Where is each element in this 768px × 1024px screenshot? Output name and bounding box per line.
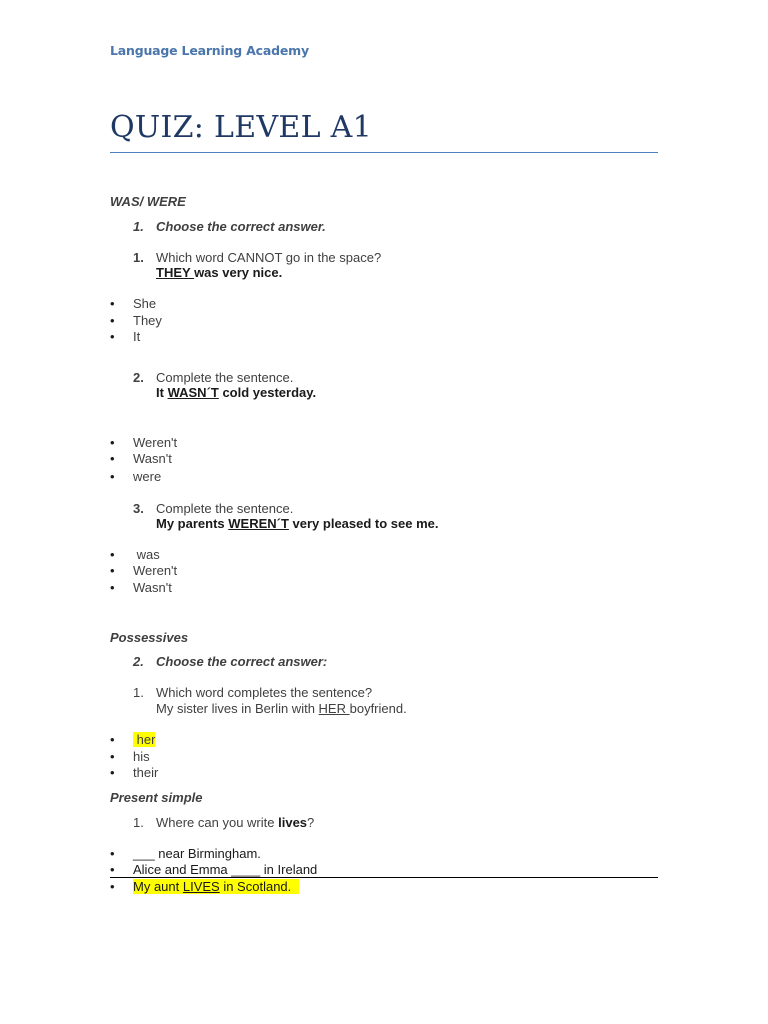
instruction-text: Choose the correct answer: xyxy=(156,654,328,669)
divider-line xyxy=(110,877,658,878)
instruction-text: Choose the correct answer. xyxy=(156,219,326,234)
answer-end: in Scotland. xyxy=(219,879,299,894)
answer-option[interactable]: Weren't xyxy=(133,563,178,578)
academy-name: Language Learning Academy xyxy=(110,43,309,58)
sentence-keyword: WASN´T xyxy=(167,385,219,400)
sentence-rest: was very nice. xyxy=(194,265,283,280)
answer-option[interactable]: their xyxy=(133,765,159,780)
bullet: • xyxy=(110,862,115,877)
answer-option[interactable]: She xyxy=(133,296,157,311)
sentence-start: It xyxy=(156,385,168,400)
question-sentence xyxy=(156,516,439,531)
title-underline xyxy=(110,152,658,153)
question-text: Which word CANNOT go in the space? xyxy=(156,250,382,265)
sentence-start: My sister lives in Berlin with xyxy=(156,701,319,716)
bullet: • xyxy=(110,313,115,328)
page-title: QUIZ: LEVEL A1 xyxy=(110,110,373,145)
sentence-start: My parents xyxy=(156,516,229,531)
instruction-number: 1. xyxy=(133,219,144,234)
question-sentence xyxy=(156,385,316,400)
sentence-keyword: THEY xyxy=(156,265,195,280)
sentence-keyword: HER xyxy=(318,701,350,716)
sentence-rest: very pleased to see me. xyxy=(288,516,439,531)
question-text-start: Where can you write xyxy=(156,815,279,830)
section-title-present-simple: Present simple xyxy=(110,790,203,805)
section-title-was-were: WAS/ WERE xyxy=(110,194,186,209)
bullet: • xyxy=(110,749,115,764)
highlighted-answer: her xyxy=(133,732,156,747)
answer-option[interactable]: Alice and Emma ____ in Ireland xyxy=(133,862,318,877)
question-sentence xyxy=(156,265,282,280)
answer-option[interactable]: Weren't xyxy=(133,435,178,450)
sentence-rest: cold yesterday. xyxy=(218,385,317,400)
answer-option[interactable]: was xyxy=(133,547,160,562)
bullet: • xyxy=(110,732,115,747)
sentence-keyword: WEREN´T xyxy=(228,516,289,531)
bullet: • xyxy=(110,846,115,861)
answer-option[interactable]: Wasn't xyxy=(133,580,172,595)
answer-option[interactable]: Wasn't xyxy=(133,451,172,466)
highlighted-answer xyxy=(133,879,299,894)
question-number: 1. xyxy=(133,815,144,830)
answer-option[interactable] xyxy=(133,732,155,747)
answer-option[interactable]: were xyxy=(133,469,162,484)
bullet: • xyxy=(110,296,115,311)
answer-option[interactable]: They xyxy=(133,313,162,328)
bullet: • xyxy=(110,469,115,484)
question-text xyxy=(156,815,314,830)
bullet: • xyxy=(110,547,115,562)
bullet: • xyxy=(110,451,115,466)
answer-option[interactable]: ___ near Birmingham. xyxy=(133,846,261,861)
bullet: • xyxy=(110,435,115,450)
instruction-number: 2. xyxy=(133,654,144,669)
answer-keyword: LIVES xyxy=(182,879,220,894)
bullet: • xyxy=(110,765,115,780)
question-number: 1. xyxy=(133,250,144,265)
answer-option[interactable] xyxy=(133,879,299,894)
question-text: Which word completes the sentence? xyxy=(156,685,373,700)
question-text: Complete the sentence. xyxy=(156,370,294,385)
bullet: • xyxy=(110,580,115,595)
sentence-rest: boyfriend. xyxy=(349,701,407,716)
question-text: Complete the sentence. xyxy=(156,501,294,516)
question-keyword: lives xyxy=(278,815,308,830)
instruction xyxy=(133,219,326,234)
bullet: • xyxy=(110,329,115,344)
instruction xyxy=(133,654,327,669)
question-number: 2. xyxy=(133,370,144,385)
question-text-end: ? xyxy=(307,815,315,830)
answer-start: My aunt xyxy=(133,879,183,894)
bullet: • xyxy=(110,879,115,894)
section-title-possessives: Possessives xyxy=(110,630,189,645)
answer-option[interactable]: It xyxy=(133,329,141,344)
bullet: • xyxy=(110,563,115,578)
question-sentence xyxy=(156,701,407,716)
answer-option[interactable]: his xyxy=(133,749,150,764)
question-number: 1. xyxy=(133,685,144,700)
question-number: 3. xyxy=(133,501,144,516)
